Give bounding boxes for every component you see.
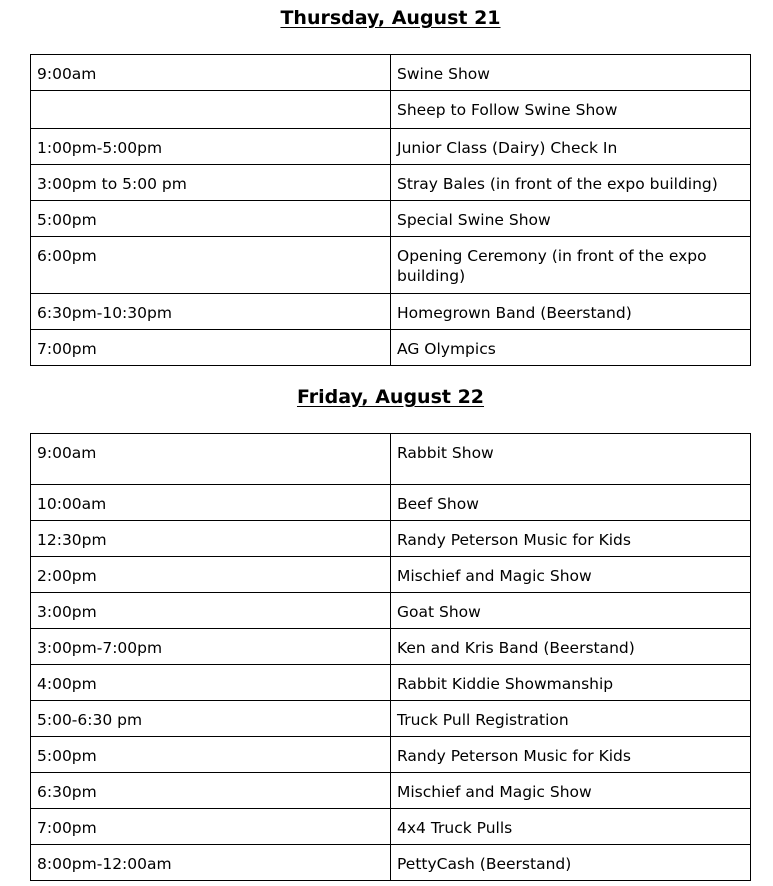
table-row xyxy=(31,201,751,237)
schedule-table-friday xyxy=(30,433,751,881)
event-cell: Mischief and Magic Show xyxy=(391,557,751,593)
table-row xyxy=(31,521,751,557)
event-cell: Rabbit Kiddie Showmanship xyxy=(391,665,751,701)
time-cell: 9:00am xyxy=(31,55,391,91)
table-row xyxy=(31,737,751,773)
event-cell: Truck Pull Registration xyxy=(391,701,751,737)
event-cell: Beef Show xyxy=(391,485,751,521)
day-title-friday: Friday, August 22 xyxy=(296,386,485,408)
event-cell: PettyCash (Beerstand) xyxy=(391,845,751,881)
event-cell: Goat Show xyxy=(391,593,751,629)
time-cell xyxy=(31,91,391,129)
time-cell: 8:00pm-12:00am xyxy=(31,845,391,881)
event-cell: AG Olympics xyxy=(391,330,751,366)
time-cell: 7:00pm xyxy=(31,809,391,845)
event-cell: Junior Class (Dairy) Check In xyxy=(391,129,751,165)
time-cell: 6:30pm-10:30pm xyxy=(31,294,391,330)
day-title-thursday: Thursday, August 21 xyxy=(280,7,501,29)
table-row xyxy=(31,593,751,629)
table-row xyxy=(31,629,751,665)
event-cell: Randy Peterson Music for Kids xyxy=(391,521,751,557)
time-cell: 6:30pm xyxy=(31,773,391,809)
event-cell: Opening Ceremony (in front of the expo building) xyxy=(391,237,751,294)
table-row xyxy=(31,434,751,485)
time-cell: 12:30pm xyxy=(31,521,391,557)
table-row xyxy=(31,665,751,701)
table-row xyxy=(31,237,751,294)
event-cell: Swine Show xyxy=(391,55,751,91)
event-cell: Homegrown Band (Beerstand) xyxy=(391,294,751,330)
time-cell: 10:00am xyxy=(31,485,391,521)
time-cell: 9:00am xyxy=(31,434,391,485)
time-cell: 3:00pm to 5:00 pm xyxy=(31,165,391,201)
table-row xyxy=(31,557,751,593)
table-row xyxy=(31,129,751,165)
table-row xyxy=(31,330,751,366)
table-row xyxy=(31,701,751,737)
time-cell: 2:00pm xyxy=(31,557,391,593)
time-cell: 3:00pm xyxy=(31,593,391,629)
time-cell: 1:00pm-5:00pm xyxy=(31,129,391,165)
event-cell: Ken and Kris Band (Beerstand) xyxy=(391,629,751,665)
table-row xyxy=(31,809,751,845)
time-cell: 3:00pm-7:00pm xyxy=(31,629,391,665)
time-cell: 5:00-6:30 pm xyxy=(31,701,391,737)
event-cell: Rabbit Show xyxy=(391,434,751,485)
table-row xyxy=(31,485,751,521)
time-cell: 7:00pm xyxy=(31,330,391,366)
event-cell: 4x4 Truck Pulls xyxy=(391,809,751,845)
time-cell: 4:00pm xyxy=(31,665,391,701)
event-cell: Randy Peterson Music for Kids xyxy=(391,737,751,773)
event-cell: Stray Bales (in front of the expo building) xyxy=(391,165,751,201)
event-cell: Sheep to Follow Swine Show xyxy=(391,91,751,129)
schedule-table-thursday xyxy=(30,54,751,366)
table-row xyxy=(31,55,751,91)
time-cell: 6:00pm xyxy=(31,237,391,294)
time-cell: 5:00pm xyxy=(31,737,391,773)
event-cell: Mischief and Magic Show xyxy=(391,773,751,809)
time-cell: 5:00pm xyxy=(31,201,391,237)
table-row xyxy=(31,165,751,201)
table-row xyxy=(31,845,751,881)
event-cell: Special Swine Show xyxy=(391,201,751,237)
table-row xyxy=(31,773,751,809)
table-row xyxy=(31,294,751,330)
table-row xyxy=(31,91,751,129)
